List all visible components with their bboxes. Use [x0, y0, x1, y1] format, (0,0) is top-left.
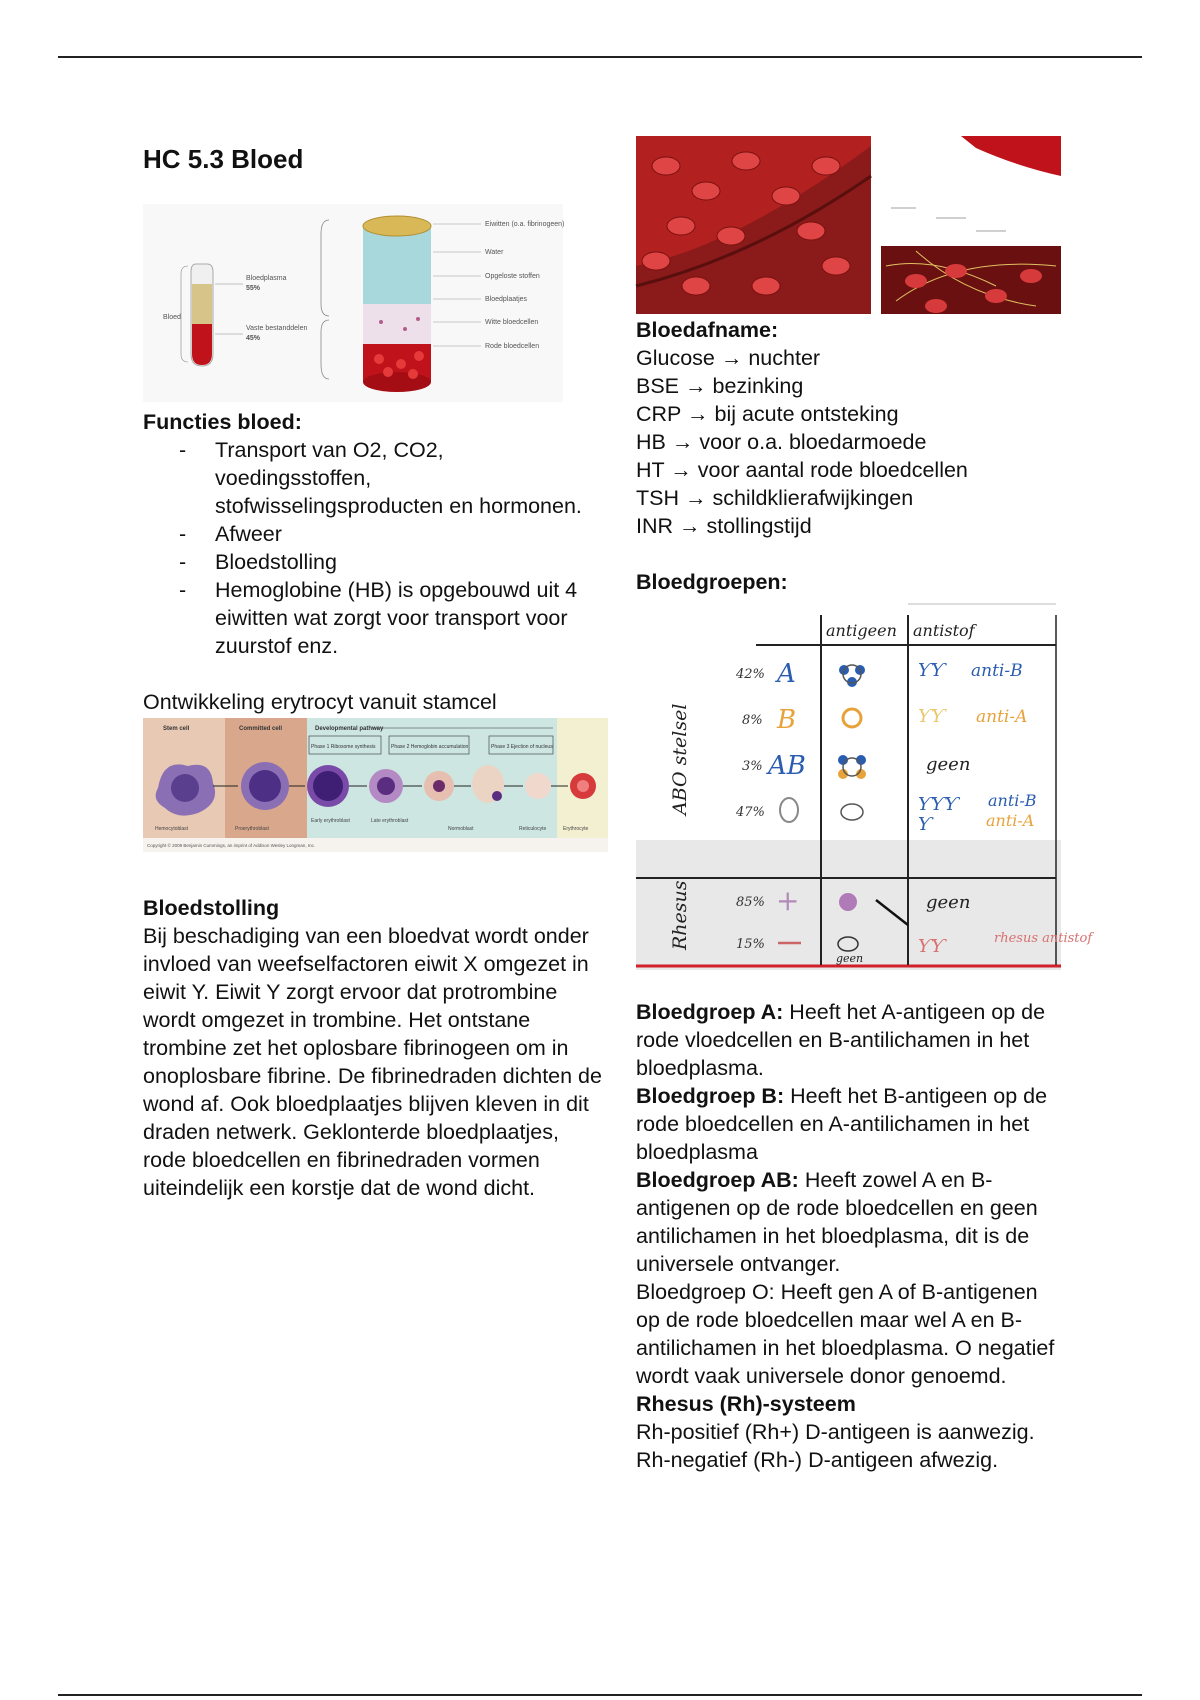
- abo-label: ABO stelsel: [669, 703, 691, 815]
- blood-draw-item: TSH → schildklierafwijkingen: [636, 486, 914, 510]
- svg-text:85%: 85%: [736, 895, 765, 910]
- bottom-rule: [58, 1694, 1142, 1696]
- svg-text:+: +: [776, 884, 800, 917]
- fig-committed-cell: Committed cell: [239, 726, 283, 732]
- group-ab-text: Bloedgroep AB: Heeft zowel A en B-antigenen op de rode bloedcellen en geen antilichamen in het bloedplasma, dit is de universele ontvanger.: [636, 1168, 1038, 1276]
- svg-text:rhesus antistof: rhesus antistof: [994, 931, 1093, 946]
- svg-text:ƳƳ: ƳƳ: [918, 660, 945, 681]
- group-a-text: Bloedgroep A: Heeft het A-antigeen op de rode vloedcellen en B-antilichamen in het bloedplasma.: [636, 1000, 1046, 1080]
- svg-text:geen: geen: [836, 952, 864, 965]
- blood-composition-illustration: [143, 204, 563, 402]
- fig-cell-3: Late erythroblast: [371, 818, 409, 824]
- page-title: HC 5.3 Bloed: [143, 144, 304, 174]
- fig-label-3: Bloedplaatjes: [485, 296, 528, 303]
- col-antigen-header: antigeen: [826, 621, 897, 640]
- function-item: - Transport van O2, CO2, voedingsstoffen, stofwisselingsproducten en hormonen.: [215, 436, 603, 520]
- blood-groups-table-svg: [636, 600, 1093, 970]
- blood-vessel-illustration: [636, 136, 1061, 314]
- svg-text:geen: geen: [926, 892, 971, 913]
- col-antibody-header: antistof: [913, 621, 975, 640]
- group-b-text: Bloedgroep B: Heeft het B-antigeen op de rode bloedcellen en A-antilichamen in het bloedplasma: [636, 1084, 1048, 1164]
- fig-phase1: Phase 1 Ribosome synthesis: [311, 744, 376, 750]
- function-item: - Hemoglobine (HB) is opgebouwd uit 4 eiwitten wat zorgt voor transport voor zuurstof enz.: [215, 576, 603, 660]
- erythropoiesis-figure: [143, 718, 608, 852]
- svg-text:47%: 47%: [736, 805, 765, 820]
- functions-heading: Functies bloed:: [143, 410, 302, 434]
- svg-text:ƳƳ: ƳƳ: [918, 936, 945, 957]
- function-item: - Bloedstolling: [215, 548, 603, 576]
- fig-cell-6: Erythrocyte: [563, 826, 589, 832]
- function-item: - Afweer: [215, 520, 603, 548]
- fig-pathway: Developmental pathway: [315, 726, 384, 732]
- fig-label-1: Water: [485, 249, 504, 256]
- blood-draw-item: Glucose → nuchter: [636, 346, 821, 370]
- blood-vessel-images: [636, 136, 1061, 314]
- erythro-heading: Ontwikkeling erytrocyt vanuit stamcel: [143, 690, 497, 714]
- fig-plasma-label: Bloedplasma: [246, 275, 287, 282]
- svg-text:3%: 3%: [742, 759, 763, 774]
- fig-label-2: Opgeloste stoffen: [485, 273, 540, 280]
- fig-cell-0: Hemocytoblast: [155, 826, 189, 832]
- rhesus-heading: Rhesus (Rh)-systeem: [636, 1392, 856, 1416]
- svg-text:anti-A: anti-A: [986, 811, 1035, 830]
- svg-text:8%: 8%: [742, 713, 763, 728]
- fig-phase3: Phase 3 Ejection of nucleus: [491, 744, 553, 750]
- svg-text:geen: geen: [926, 754, 971, 775]
- svg-text:AB: AB: [768, 751, 806, 781]
- clotting-text: Bij beschadiging van een bloedvat wordt onder invloed van weefselfactoren eiwit X omgezet in eiwit Y. Eiwit Y zorgt ervoor dat protrombine wordt omgezet in trombine. Het ontstane trombine zet het oplosbare fibrinogeen om in onoplosbare fibrine. De fibrinedraden dichten de wond af. Ook bloedplaatjes blijven kleven in dit draden netwerk. Geklonterde bloedplaatjes, rode bloedcellen en fibrinedraden vormen uiteindelijk een korstje dat de wond dicht.: [143, 924, 602, 1200]
- fig-cell-2: Early erythroblast: [311, 818, 350, 824]
- fig-cell-5: Reticulocyte: [519, 826, 547, 832]
- left-column: [143, 142, 603, 1202]
- svg-text:ƳƳ: ƳƳ: [918, 706, 945, 727]
- fig-plasma-pct: 55%: [246, 285, 261, 292]
- functions-list: [143, 436, 603, 660]
- right-column: [636, 142, 1093, 1474]
- svg-text:15%: 15%: [736, 937, 765, 952]
- blood-draw-item: BSE → bezinking: [636, 374, 804, 398]
- blood-draw-heading: Bloedafname:: [636, 318, 779, 342]
- blood-groups-heading: Bloedgroepen:: [636, 570, 788, 594]
- clotting-heading: Bloedstolling: [143, 896, 280, 920]
- blood-groups-table: [636, 600, 1093, 970]
- blood-draw-list: [636, 344, 1061, 540]
- erythropoiesis-illustration: [143, 718, 608, 852]
- fig-cell-4: Normoblast: [448, 826, 474, 832]
- blood-draw-item: INR → stollingstijd: [636, 514, 812, 538]
- svg-text:A: A: [777, 659, 796, 689]
- blood-draw-item: HB → voor o.a. bloedarmoede: [636, 430, 927, 454]
- fig-label-5: Rode bloedcellen: [485, 343, 540, 350]
- fig-bloed-label: Bloed: [163, 314, 181, 321]
- svg-text:ƳƳƳ: ƳƳƳ: [918, 794, 958, 815]
- fig-copyright: Copyright © 2009 Benjamin Cummings, an imprint of Addison Wesley Longman, Inc.: [147, 843, 316, 848]
- svg-text:B: B: [777, 705, 797, 735]
- top-rule: [58, 56, 1142, 58]
- fig-solids-pct: 45%: [246, 335, 261, 342]
- svg-text:anti-B: anti-B: [971, 661, 1023, 681]
- fig-cell-1: Proerythroblast: [235, 826, 269, 832]
- fig-stem-cell: Stem cell: [163, 726, 190, 732]
- rh-positive-text: Rh-positief (Rh+) D-antigeen is aanwezig.: [636, 1420, 1035, 1444]
- fig-phase2: Phase 2 Hemoglobin accumulation: [391, 744, 469, 750]
- fig-label-0: Eiwitten (o.a. fibrinogeen): [485, 221, 565, 228]
- group-o-text: Bloedgroep O: Heeft gen A of B-antigenen op de rode bloedcellen maar wel A en B-antilichamen in het bloedplasma. O negatief wordt vaak universele donor genoemd.: [636, 1280, 1055, 1388]
- fig-solids-label: Vaste bestanddelen: [246, 325, 308, 332]
- rh-negative-text: Rh-negatief (Rh-) D-antigeen afwezig.: [636, 1448, 999, 1472]
- fig-label-4: Witte bloedcellen: [485, 319, 539, 326]
- blood-draw-item: CRP → bij acute ontsteking: [636, 402, 899, 426]
- svg-text:Ƴ: Ƴ: [918, 814, 932, 835]
- blood-composition-figure: [143, 204, 563, 402]
- blood-draw-item: HT → voor aantal rode bloedcellen: [636, 458, 968, 482]
- svg-text:anti-A: anti-A: [976, 707, 1028, 727]
- svg-text:anti-B: anti-B: [988, 791, 1037, 810]
- svg-text:42%: 42%: [736, 667, 765, 682]
- rhesus-label: Rhesus: [669, 880, 691, 950]
